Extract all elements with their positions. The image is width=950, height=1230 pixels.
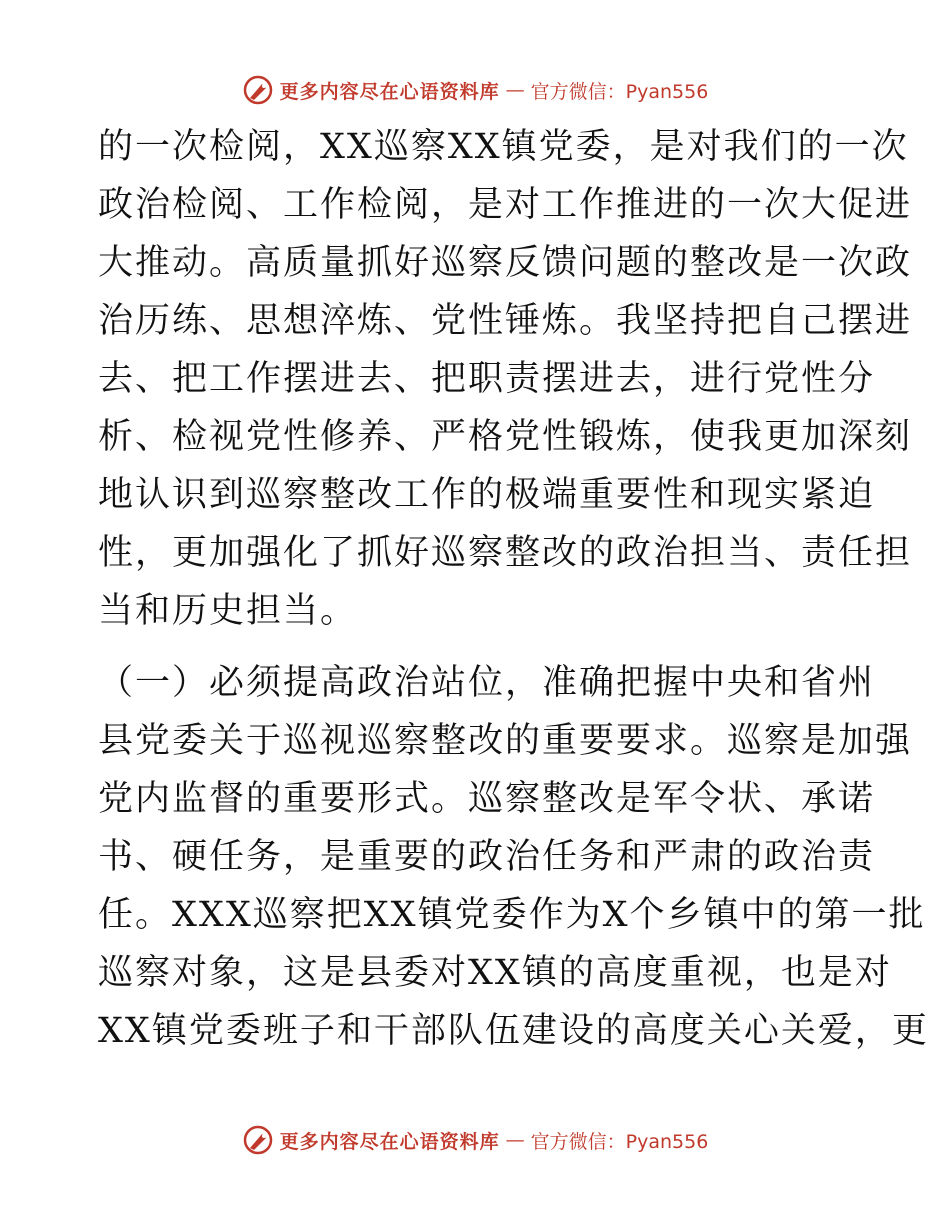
text-line: 析、检视党性修养、严格党性锻炼，使我更加深刻 (98, 417, 913, 457)
text-line: 政治检阅、工作检阅，是对工作推进的一次大促进 (98, 185, 913, 225)
text-line: （一）必须提高政治站位，准确把握中央和省州 (98, 663, 876, 703)
pen-nib-logo-icon (242, 74, 274, 106)
header-banner (0, 70, 950, 110)
footer-banner-dash: — (505, 1129, 525, 1151)
paragraph-spacer (98, 640, 858, 654)
footer-banner-contact: 官方微信：Pyan556 (530, 1130, 709, 1153)
text-line: XX镇党委班子和干部队伍建设的高度关心关爱，更 (98, 1011, 929, 1051)
text-line: 地认识到巡察整改工作的极端重要性和现实紧迫 (98, 475, 876, 515)
document-body (98, 118, 929, 1060)
text-line: 县党委关于巡视巡察整改的重要要求。巡察是加强 (98, 721, 913, 761)
text-line: 任。XXX巡察把XX镇党委作为X个乡镇中的第一批 (98, 895, 926, 935)
paragraph-1 (98, 118, 913, 640)
text-line: 去、把工作摆进去、把职责摆进去，进行党性分 (98, 359, 876, 399)
header-banner-dash: — (505, 79, 525, 101)
text-line: 治历练、思想淬炼、党性锤炼。我坚持把自己摆进 (98, 301, 913, 341)
footer-banner (0, 1120, 950, 1160)
pen-nib-logo-icon (242, 1124, 274, 1156)
text-line: 当和历史担当。 (98, 591, 358, 631)
text-line: 党内监督的重要形式。巡察整改是军令状、承诺 (98, 779, 876, 819)
header-banner-contact: 官方微信：Pyan556 (530, 80, 709, 103)
text-line: 性，更加强化了抓好巡察整改的政治担当、责任担 (98, 533, 913, 573)
text-line: 大推动。高质量抓好巡察反馈问题的整改是一次政 (98, 243, 913, 283)
header-banner-text: 更多内容尽在心语资料库 (279, 80, 500, 103)
footer-banner-text: 更多内容尽在心语资料库 (279, 1130, 500, 1153)
text-line: 的一次检阅，XX巡察XX镇党委，是对我们的一次 (98, 127, 909, 167)
text-line: 巡察对象，这是县委对XX镇的高度重视，也是对 (98, 953, 892, 993)
text-line: 书、硬任务，是重要的政治任务和严肃的政治责 (98, 837, 876, 877)
paragraph-2 (98, 654, 929, 1060)
